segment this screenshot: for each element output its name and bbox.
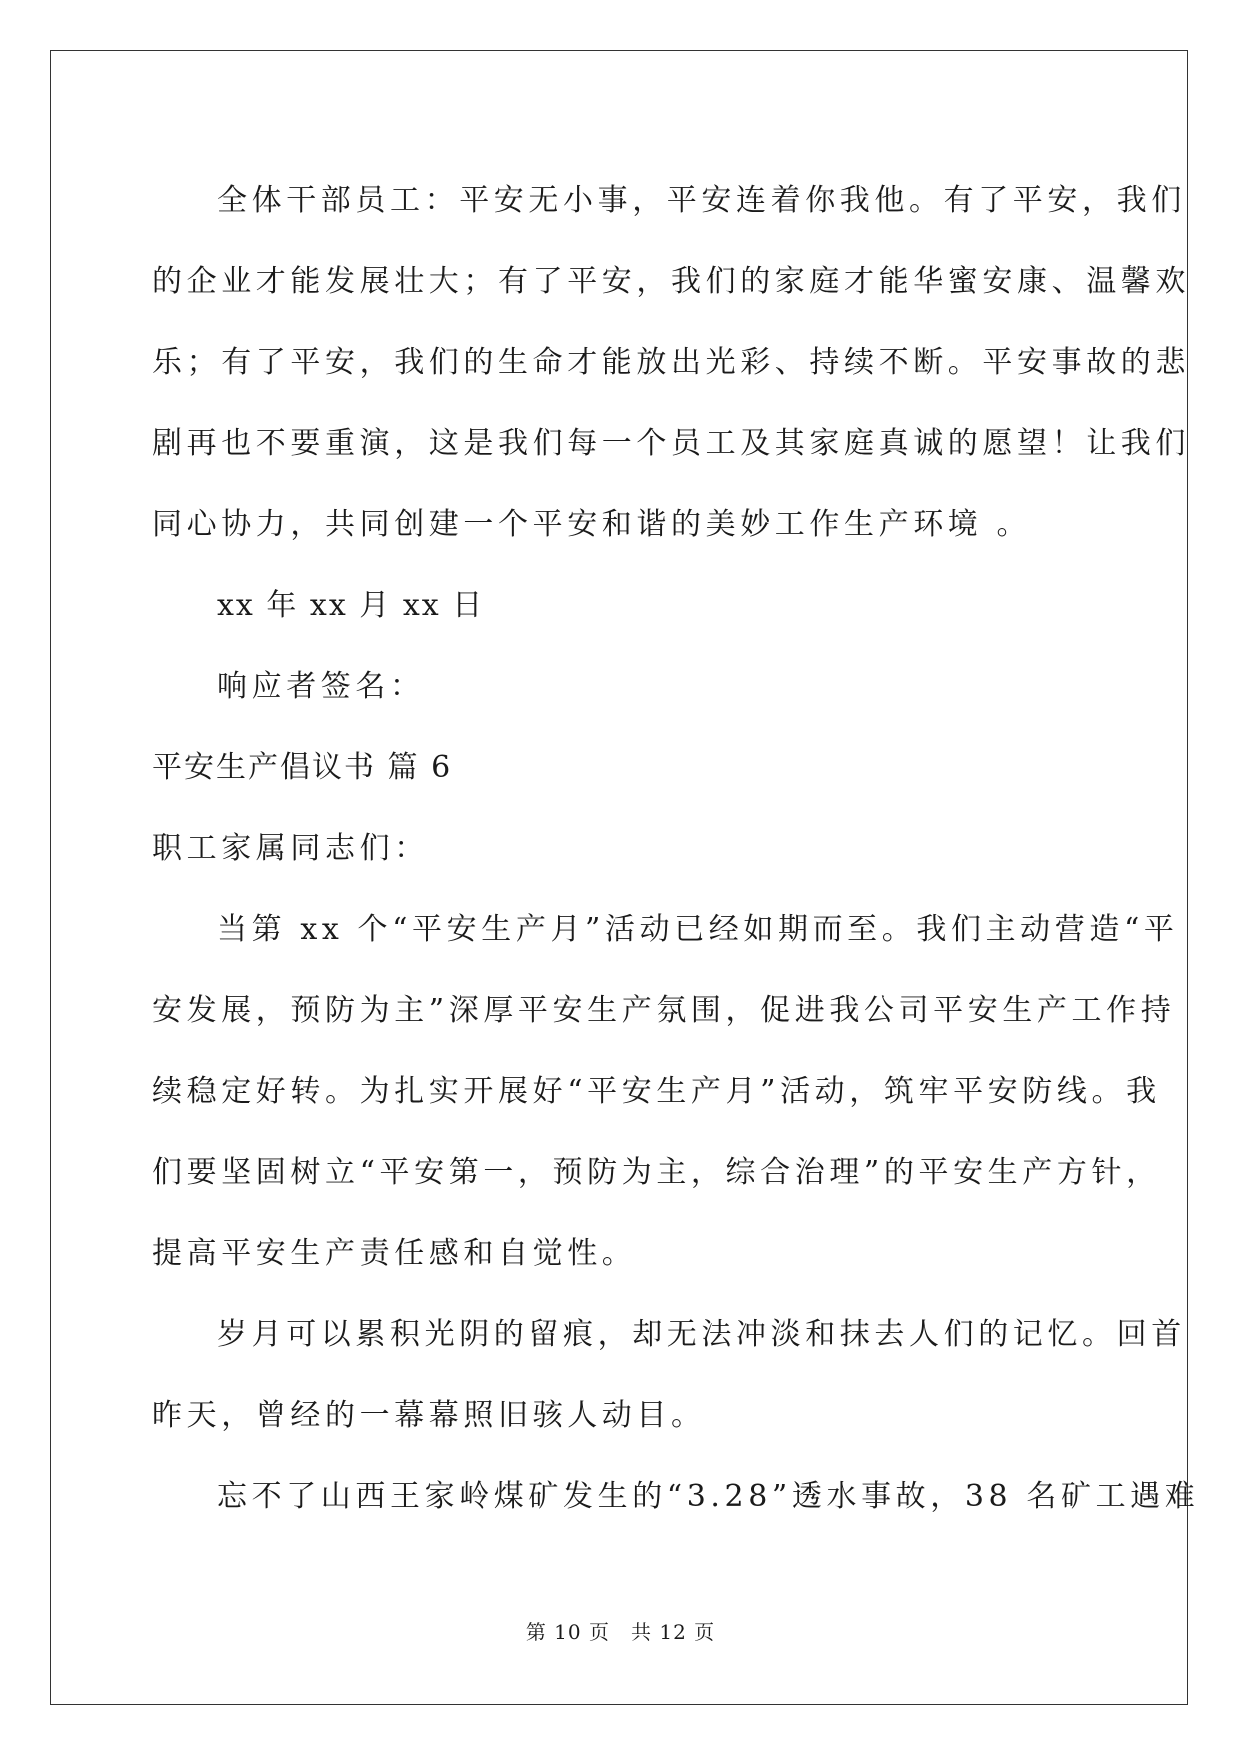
paragraph-line: 当第 xx 个“平安生产月”活动已经如期而至。我们主动营造“平 — [217, 912, 1179, 947]
salutation: 职工家属同志们： — [152, 831, 429, 866]
paragraph-line: 岁月可以累积光阴的留痕，却无法冲淡和抹去人们的记忆。回首 — [217, 1317, 1186, 1352]
paragraph-line: 们要坚固树立“平安第一，预防为主，综合治理”的平安生产方针， — [152, 1155, 1161, 1190]
document-body — [152, 160, 1200, 1537]
date-line: xx 年 xx 月 xx 日 — [217, 588, 485, 623]
paragraph-line: 忘不了山西王家岭煤矿发生的“3.28”透水事故，38 名矿工遇难 — [217, 1479, 1200, 1514]
signature-label: 响应者签名： — [217, 669, 425, 704]
page-number-footer: 第 10 页 共 12 页 — [525, 1620, 716, 1644]
paragraph-line: 的企业才能发展壮大；有了平安，我们的家庭才能华蜜安康、温馨欢 — [152, 264, 1190, 299]
paragraph-line: 安发展，预防为主”深厚平安生产氛围，促进我公司平安生产工作持 — [152, 993, 1176, 1028]
paragraph-line: 同心协力，共同创建一个平安和谐的美妙工作生产环境 。 — [152, 507, 1032, 542]
paragraph-line: 续稳定好转。为扎实开展好“平安生产月”活动，筑牢平安防线。我 — [152, 1074, 1161, 1109]
paragraph-line: 昨天，曾经的一幕幕照旧骇人动目。 — [152, 1398, 706, 1433]
paragraph-line: 全体干部员工：平安无小事，平安连着你我他。有了平安，我们 — [217, 183, 1186, 218]
paragraph-line: 提高平安生产责任感和自觉性。 — [152, 1236, 637, 1271]
paragraph-line: 乐；有了平安，我们的生命才能放出光彩、持续不断。平安事故的悲 — [152, 345, 1190, 380]
section-heading: 平安生产倡议书 篇 6 — [152, 750, 453, 785]
paragraph-line: 剧再也不要重演，这是我们每一个员工及其家庭真诚的愿望！让我们 — [152, 426, 1190, 461]
